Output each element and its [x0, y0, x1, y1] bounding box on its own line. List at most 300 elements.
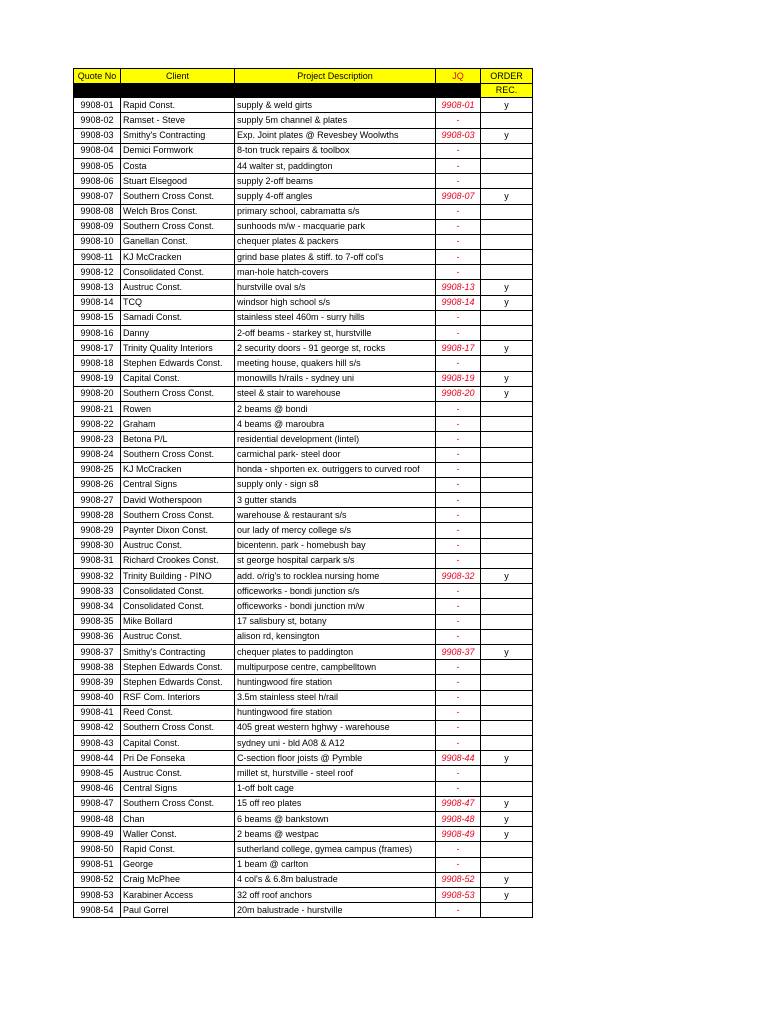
client-cell: Reed Const. — [121, 705, 235, 720]
jq-cell: 9908-47 — [436, 796, 481, 811]
client-cell: Paul Gorrel — [121, 903, 235, 918]
project-description-cell: 4 col's & 6.8m balustrade — [235, 872, 436, 887]
order-received-cell: y — [481, 371, 533, 386]
order-received-cell: y — [481, 98, 533, 113]
table-row — [74, 614, 533, 629]
project-description-cell: 20m balustrade - hurstville — [235, 903, 436, 918]
order-received-cell: y — [481, 796, 533, 811]
quote-no-cell: 9908-37 — [74, 644, 121, 659]
quote-no-cell: 9908-03 — [74, 128, 121, 143]
project-description-cell: 405 great western hghwy - warehouse — [235, 720, 436, 735]
order-received-cell — [481, 660, 533, 675]
table-row — [74, 295, 533, 310]
order-received-cell — [481, 690, 533, 705]
header-rec: REC. — [481, 84, 533, 98]
order-received-cell: y — [481, 872, 533, 887]
project-description-cell: residential development (lintel) — [235, 432, 436, 447]
black-cell — [235, 84, 436, 98]
table-row — [74, 265, 533, 280]
table-row — [74, 660, 533, 675]
order-received-cell: y — [481, 569, 533, 584]
project-description-cell: chequer plates & packers — [235, 234, 436, 249]
order-received-cell — [481, 265, 533, 280]
project-description-cell: sydney uni - bld A08 & A12 — [235, 736, 436, 751]
project-description-cell: C-section floor joists @ Pymble — [235, 751, 436, 766]
client-cell: Capital Const. — [121, 736, 235, 751]
client-cell: Ganellan Const. — [121, 234, 235, 249]
project-description-cell: 2 beams @ bondi — [235, 401, 436, 416]
project-description-cell: primary school, cabramatta s/s — [235, 204, 436, 219]
project-description-cell: sunhoods m/w - macquarie park — [235, 219, 436, 234]
project-description-cell: chequer plates to paddington — [235, 644, 436, 659]
table-row — [74, 310, 533, 325]
order-received-cell — [481, 158, 533, 173]
project-description-cell: man-hole hatch-covers — [235, 265, 436, 280]
project-description-cell: supply & weld girts — [235, 98, 436, 113]
quote-no-cell: 9908-19 — [74, 371, 121, 386]
project-description-cell: 2 security doors - 91 george st, rocks — [235, 341, 436, 356]
header-subrow — [74, 84, 533, 98]
quote-no-cell: 9908-52 — [74, 872, 121, 887]
header-quote-no: Quote No — [74, 69, 121, 84]
quote-no-cell: 9908-42 — [74, 720, 121, 735]
jq-cell: - — [436, 432, 481, 447]
client-cell: Consolidated Const. — [121, 584, 235, 599]
client-cell: Central Signs — [121, 781, 235, 796]
jq-cell: - — [436, 174, 481, 189]
project-description-cell: our lady of mercy college s/s — [235, 523, 436, 538]
table-row — [74, 128, 533, 143]
client-cell: Southern Cross Const. — [121, 447, 235, 462]
jq-cell: - — [436, 584, 481, 599]
table-row — [74, 98, 533, 113]
quote-register-table — [73, 68, 533, 918]
client-cell: Capital Const. — [121, 371, 235, 386]
table-row — [74, 417, 533, 432]
project-description-cell: carmichal park- steel door — [235, 447, 436, 462]
project-description-cell: honda - shporten ex. outriggers to curved roof — [235, 462, 436, 477]
project-description-cell: stainless steel 460m - surry hills — [235, 310, 436, 325]
table-row — [74, 143, 533, 158]
order-received-cell — [481, 538, 533, 553]
order-received-cell — [481, 250, 533, 265]
client-cell: Danny — [121, 326, 235, 341]
client-cell: David Wotherspoon — [121, 493, 235, 508]
jq-cell: - — [436, 614, 481, 629]
project-description-cell: millet st, hurstville - steel roof — [235, 766, 436, 781]
table-row — [74, 523, 533, 538]
order-received-cell — [481, 356, 533, 371]
table-row — [74, 569, 533, 584]
client-cell: Mike Bollard — [121, 614, 235, 629]
project-description-cell: multipurpose centre, campbelltown — [235, 660, 436, 675]
order-received-cell: y — [481, 295, 533, 310]
project-description-cell: officeworks - bondi junction m/w — [235, 599, 436, 614]
project-description-cell: alison rd, kensington — [235, 629, 436, 644]
project-description-cell: 2-off beams - starkey st, hurstville — [235, 326, 436, 341]
client-cell: Consolidated Const. — [121, 599, 235, 614]
quote-no-cell: 9908-08 — [74, 204, 121, 219]
table-row — [74, 751, 533, 766]
client-cell: Austruc Const. — [121, 538, 235, 553]
jq-cell: 9908-20 — [436, 386, 481, 401]
client-cell: Smithy's Contracting — [121, 644, 235, 659]
order-received-cell — [481, 629, 533, 644]
quote-no-cell: 9908-25 — [74, 462, 121, 477]
header-jq: JQ — [436, 69, 481, 84]
quote-no-cell: 9908-33 — [74, 584, 121, 599]
client-cell: RSF Com. Interiors — [121, 690, 235, 705]
jq-cell: - — [436, 508, 481, 523]
project-description-cell: huntingwood fire station — [235, 705, 436, 720]
client-cell: Austruc Const. — [121, 629, 235, 644]
order-received-cell: y — [481, 386, 533, 401]
table-body — [74, 98, 533, 918]
table-row — [74, 538, 533, 553]
table-row — [74, 796, 533, 811]
jq-cell: 9908-07 — [436, 189, 481, 204]
jq-cell: - — [436, 781, 481, 796]
order-received-cell — [481, 432, 533, 447]
client-cell: Graham — [121, 417, 235, 432]
order-received-cell — [481, 234, 533, 249]
client-cell: Trinity Building - PINO — [121, 569, 235, 584]
client-cell: Demici Formwork — [121, 143, 235, 158]
table-row — [74, 158, 533, 173]
project-description-cell: meeting house, quakers hill s/s — [235, 356, 436, 371]
jq-cell: - — [436, 265, 481, 280]
table-row — [74, 781, 533, 796]
jq-cell: - — [436, 903, 481, 918]
project-description-cell: grind base plates & stiff. to 7-off col's — [235, 250, 436, 265]
quote-no-cell: 9908-17 — [74, 341, 121, 356]
quote-no-cell: 9908-28 — [74, 508, 121, 523]
jq-cell: 9908-37 — [436, 644, 481, 659]
client-cell: Southern Cross Const. — [121, 508, 235, 523]
jq-cell: - — [436, 690, 481, 705]
project-description-cell: st george hospital carpark s/s — [235, 553, 436, 568]
jq-cell: - — [436, 204, 481, 219]
table-row — [74, 447, 533, 462]
client-cell: Southern Cross Const. — [121, 796, 235, 811]
order-received-cell — [481, 174, 533, 189]
project-description-cell: supply 2-off beams — [235, 174, 436, 189]
project-description-cell: 4 beams @ maroubra — [235, 417, 436, 432]
table-row — [74, 326, 533, 341]
jq-cell: 9908-44 — [436, 751, 481, 766]
order-received-cell — [481, 493, 533, 508]
client-cell: George — [121, 857, 235, 872]
order-received-cell: y — [481, 341, 533, 356]
order-received-cell — [481, 584, 533, 599]
table-row — [74, 857, 533, 872]
client-cell: Betona P/L — [121, 432, 235, 447]
quote-no-cell: 9908-15 — [74, 310, 121, 325]
table-row — [74, 508, 533, 523]
project-description-cell: 1-off bolt cage — [235, 781, 436, 796]
jq-cell: 9908-49 — [436, 827, 481, 842]
table-row — [74, 903, 533, 918]
table-row — [74, 250, 533, 265]
order-received-cell: y — [481, 812, 533, 827]
order-received-cell — [481, 462, 533, 477]
jq-cell: 9908-48 — [436, 812, 481, 827]
project-description-cell: sutherland college, gymea campus (frames) — [235, 842, 436, 857]
order-received-cell — [481, 523, 533, 538]
quote-no-cell: 9908-27 — [74, 493, 121, 508]
order-received-cell: y — [481, 827, 533, 842]
header-order: ORDER — [481, 69, 533, 84]
table-row — [74, 644, 533, 659]
quote-no-cell: 9908-48 — [74, 812, 121, 827]
project-description-cell: huntingwood fire station — [235, 675, 436, 690]
table-row — [74, 432, 533, 447]
client-cell: Chan — [121, 812, 235, 827]
quote-no-cell: 9908-47 — [74, 796, 121, 811]
quote-no-cell: 9908-23 — [74, 432, 121, 447]
client-cell: Stuart Elsegood — [121, 174, 235, 189]
quote-no-cell: 9908-51 — [74, 857, 121, 872]
quote-no-cell: 9908-14 — [74, 295, 121, 310]
order-received-cell: y — [481, 887, 533, 902]
order-received-cell — [481, 705, 533, 720]
jq-cell: - — [436, 675, 481, 690]
table-row — [74, 371, 533, 386]
quote-no-cell: 9908-12 — [74, 265, 121, 280]
project-description-cell: supply only - sign s8 — [235, 477, 436, 492]
table-row — [74, 812, 533, 827]
quote-no-cell: 9908-09 — [74, 219, 121, 234]
table-row — [74, 629, 533, 644]
table-row — [74, 174, 533, 189]
jq-cell: 9908-01 — [436, 98, 481, 113]
order-received-cell — [481, 310, 533, 325]
project-description-cell: steel & stair to warehouse — [235, 386, 436, 401]
client-cell: Craig McPhee — [121, 872, 235, 887]
order-received-cell — [481, 553, 533, 568]
jq-cell: 9908-19 — [436, 371, 481, 386]
client-cell: Rapid Const. — [121, 98, 235, 113]
table-row — [74, 872, 533, 887]
quote-no-cell: 9908-26 — [74, 477, 121, 492]
jq-cell: - — [436, 310, 481, 325]
order-received-cell — [481, 766, 533, 781]
quote-no-cell: 9908-40 — [74, 690, 121, 705]
quote-no-cell: 9908-43 — [74, 736, 121, 751]
quote-no-cell: 9908-13 — [74, 280, 121, 295]
quote-no-cell: 9908-36 — [74, 629, 121, 644]
quote-no-cell: 9908-32 — [74, 569, 121, 584]
client-cell: Trinity Quality Interiors — [121, 341, 235, 356]
client-cell: Pri De Fonseka — [121, 751, 235, 766]
jq-cell: - — [436, 234, 481, 249]
project-description-cell: supply 5m channel & plates — [235, 113, 436, 128]
project-description-cell: 6 beams @ bankstown — [235, 812, 436, 827]
client-cell: Consolidated Const. — [121, 265, 235, 280]
jq-cell: - — [436, 553, 481, 568]
client-cell: Central Signs — [121, 477, 235, 492]
header-client: Client — [121, 69, 235, 84]
jq-cell: 9908-17 — [436, 341, 481, 356]
jq-cell: - — [436, 857, 481, 872]
quote-no-cell: 9908-18 — [74, 356, 121, 371]
jq-cell: - — [436, 326, 481, 341]
project-description-cell: 1 beam @ carlton — [235, 857, 436, 872]
project-description-cell: 32 off roof anchors — [235, 887, 436, 902]
order-received-cell: y — [481, 189, 533, 204]
jq-cell: 9908-14 — [436, 295, 481, 310]
order-received-cell: y — [481, 751, 533, 766]
table-row — [74, 599, 533, 614]
table-row — [74, 493, 533, 508]
table-row — [74, 280, 533, 295]
jq-cell: - — [436, 736, 481, 751]
jq-cell: - — [436, 401, 481, 416]
table-row — [74, 477, 533, 492]
order-received-cell — [481, 720, 533, 735]
quote-no-cell: 9908-34 — [74, 599, 121, 614]
table-row — [74, 341, 533, 356]
order-received-cell: y — [481, 644, 533, 659]
jq-cell: - — [436, 493, 481, 508]
table-row — [74, 356, 533, 371]
client-cell: Southern Cross Const. — [121, 219, 235, 234]
order-received-cell: y — [481, 128, 533, 143]
client-cell: Paynter Dixon Const. — [121, 523, 235, 538]
table-row — [74, 553, 533, 568]
project-description-cell: 15 off reo plates — [235, 796, 436, 811]
jq-cell: 9908-53 — [436, 887, 481, 902]
client-cell: Rapid Const. — [121, 842, 235, 857]
jq-cell: - — [436, 720, 481, 735]
jq-cell: - — [436, 599, 481, 614]
table-row — [74, 766, 533, 781]
order-received-cell — [481, 113, 533, 128]
quote-no-cell: 9908-46 — [74, 781, 121, 796]
order-received-cell — [481, 508, 533, 523]
order-received-cell — [481, 326, 533, 341]
jq-cell: - — [436, 538, 481, 553]
project-description-cell: 8-ton truck repairs & toolbox — [235, 143, 436, 158]
client-cell: Austruc Const. — [121, 280, 235, 295]
quote-no-cell: 9908-07 — [74, 189, 121, 204]
project-description-cell: Exp. Joint plates @ Revesbey Woolwths — [235, 128, 436, 143]
quote-no-cell: 9908-22 — [74, 417, 121, 432]
jq-cell: 9908-32 — [436, 569, 481, 584]
client-cell: Ramset - Steve — [121, 113, 235, 128]
quote-no-cell: 9908-11 — [74, 250, 121, 265]
table-row — [74, 827, 533, 842]
jq-cell: 9908-03 — [436, 128, 481, 143]
jq-cell: - — [436, 417, 481, 432]
jq-cell: - — [436, 356, 481, 371]
quote-no-cell: 9908-29 — [74, 523, 121, 538]
jq-cell: - — [436, 705, 481, 720]
client-cell: Stephen Edwards Const. — [121, 356, 235, 371]
client-cell: Samadi Const. — [121, 310, 235, 325]
order-received-cell — [481, 219, 533, 234]
table-row — [74, 386, 533, 401]
quote-no-cell: 9908-35 — [74, 614, 121, 629]
quote-no-cell: 9908-02 — [74, 113, 121, 128]
quote-no-cell: 9908-04 — [74, 143, 121, 158]
client-cell: Welch Bros Const. — [121, 204, 235, 219]
table-header — [74, 69, 533, 98]
project-description-cell: 44 walter st, paddington — [235, 158, 436, 173]
quote-no-cell: 9908-38 — [74, 660, 121, 675]
order-received-cell — [481, 736, 533, 751]
client-cell: Southern Cross Const. — [121, 189, 235, 204]
table-row — [74, 887, 533, 902]
jq-cell: - — [436, 143, 481, 158]
quote-no-cell: 9908-53 — [74, 887, 121, 902]
jq-cell: - — [436, 629, 481, 644]
client-cell: Southern Cross Const. — [121, 386, 235, 401]
project-description-cell: 3 gutter stands — [235, 493, 436, 508]
table-row — [74, 705, 533, 720]
black-cell — [436, 84, 481, 98]
jq-cell: - — [436, 158, 481, 173]
jq-cell: - — [436, 842, 481, 857]
table-row — [74, 462, 533, 477]
jq-cell: - — [436, 523, 481, 538]
client-cell: TCQ — [121, 295, 235, 310]
quote-no-cell: 9908-24 — [74, 447, 121, 462]
order-received-cell — [481, 477, 533, 492]
order-received-cell — [481, 401, 533, 416]
order-received-cell — [481, 903, 533, 918]
project-description-cell: bicentenn. park - homebush bay — [235, 538, 436, 553]
client-cell: Karabiner Access — [121, 887, 235, 902]
order-received-cell — [481, 417, 533, 432]
order-received-cell — [481, 614, 533, 629]
jq-cell: - — [436, 766, 481, 781]
client-cell: Smithy's Contracting — [121, 128, 235, 143]
quote-no-cell: 9908-30 — [74, 538, 121, 553]
order-received-cell — [481, 204, 533, 219]
order-received-cell: y — [481, 280, 533, 295]
table-row — [74, 675, 533, 690]
order-received-cell — [481, 675, 533, 690]
order-received-cell — [481, 143, 533, 158]
quote-no-cell: 9908-50 — [74, 842, 121, 857]
project-description-cell: 2 beams @ westpac — [235, 827, 436, 842]
quote-no-cell: 9908-06 — [74, 174, 121, 189]
project-description-cell: warehouse & restaurant s/s — [235, 508, 436, 523]
client-cell: Waller Const. — [121, 827, 235, 842]
quote-no-cell: 9908-44 — [74, 751, 121, 766]
project-description-cell: windsor high school s/s — [235, 295, 436, 310]
table-row — [74, 113, 533, 128]
black-cell — [74, 84, 121, 98]
header-row — [74, 69, 533, 84]
client-cell: KJ McCracken — [121, 250, 235, 265]
project-description-cell: monowills h/rails - sydney uni — [235, 371, 436, 386]
quote-no-cell: 9908-05 — [74, 158, 121, 173]
table-row — [74, 219, 533, 234]
table-row — [74, 736, 533, 751]
order-received-cell — [481, 842, 533, 857]
jq-cell: - — [436, 477, 481, 492]
header-project-description: Project Description — [235, 69, 436, 84]
project-description-cell: add. o/rig's to rocklea nursing home — [235, 569, 436, 584]
table-row — [74, 842, 533, 857]
order-received-cell — [481, 599, 533, 614]
jq-cell: - — [436, 250, 481, 265]
client-cell: Stephen Edwards Const. — [121, 660, 235, 675]
quote-no-cell: 9908-41 — [74, 705, 121, 720]
table-row — [74, 584, 533, 599]
